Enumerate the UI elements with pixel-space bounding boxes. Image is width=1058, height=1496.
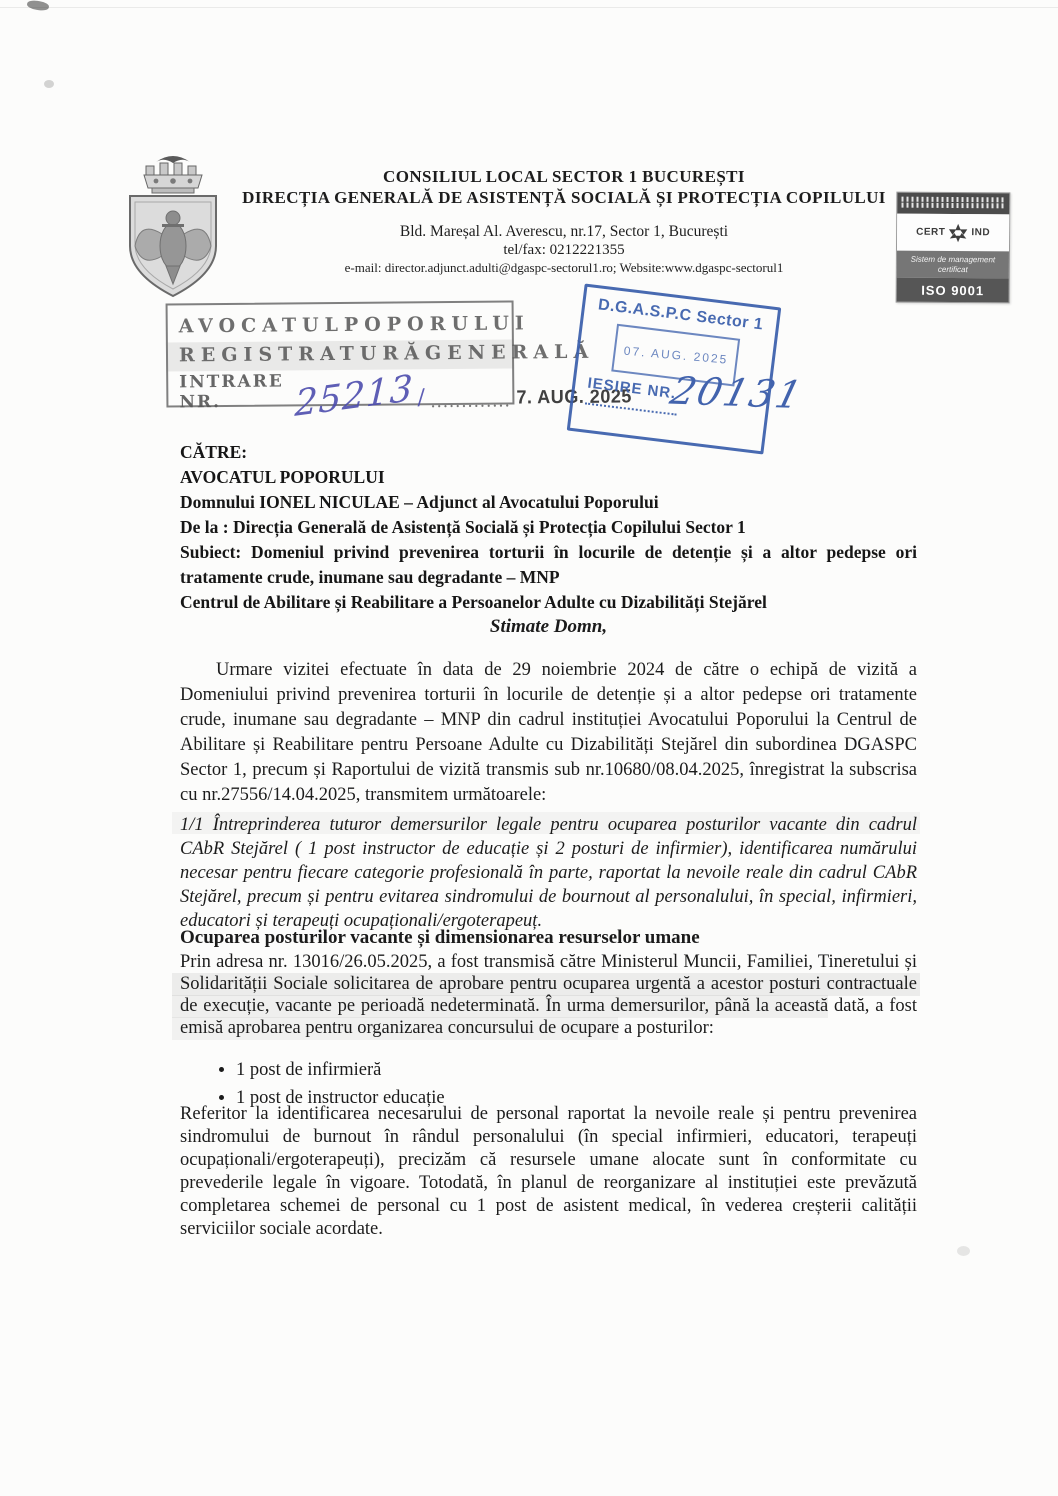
letterhead xyxy=(234,166,894,276)
org-name-line1: CONSILIUL LOCAL SECTOR 1 BUCUREȘTI xyxy=(383,167,745,186)
separator-slash: / xyxy=(417,385,427,411)
center-name-line: Centrul de Abilitare și Reabilitare a Persoanelor Adulte cu Dizabilități Stejărel xyxy=(180,592,767,612)
recipient-catre: CĂTRE: xyxy=(180,442,248,462)
org-address: Bld. Mareșal Al. Averescu, nr.17, Sector 1, București xyxy=(399,223,729,240)
badge-top-band xyxy=(897,193,1009,215)
dotted-leader: ............. xyxy=(430,395,512,411)
bucharest-coat-of-arms-logo xyxy=(122,150,224,300)
list-item: • 1 post de infirmieră xyxy=(236,1058,973,1082)
stamp-word: AVOCATUL xyxy=(178,313,345,338)
scan-edge-line xyxy=(0,7,1058,8)
dgaspc-stamp-exit-line xyxy=(573,368,808,430)
exit-number-label: IESIRE NR. xyxy=(586,374,678,403)
paragraph-recommendation-quote: 1/1 Întreprinderea tuturor demersurilor legale pentru ocuparea posturilor vacante din cadrul CAbR Stejărel ( 1 post instructor de educație și 2 posturi de infirmier), identificarea numărului necesar pentru fiecare categorie profesională în parte, raportat la nevoile reale din cadrul CAbR Stejărel, precum și pentru evitarea sindromului de bournout al personalului, în special, infirmieri, educatori și terapeuți ocupaționali/ergoterapeuț. xyxy=(180,815,917,931)
stamp-line1 xyxy=(178,310,530,342)
badge-iso-9001-label: ISO 9001 xyxy=(897,278,1009,303)
salutation: Stimate Domn, xyxy=(489,616,608,637)
entry-date-stamp: 7. AUG. 2025 xyxy=(516,386,632,409)
handwritten-entry-number: 25213 xyxy=(293,367,414,425)
dgaspc-exit-stamp xyxy=(567,283,808,454)
certind-logo-left: CERT xyxy=(916,226,946,238)
scan-smudge xyxy=(44,80,54,88)
certind-logo xyxy=(897,214,1009,252)
dgaspc-stamp-date: 07. AUG. 2025 xyxy=(622,343,729,367)
scan-smudge xyxy=(26,0,49,12)
badge-system-line1: Sistem de management xyxy=(910,254,996,264)
paragraph-intro: Urmare vizitei efectuate în data de 29 noiembrie 2024 de către o echipă de vizită a Domeniului privind prevenirea torturii în locurile de detenție și a altor pedepse ori tratamente crude, inumane sau degradante – MNP din cadrul instituției Avocatului Poporului la Centrul de Abilitare și Reabilitare pentru Persoane Adulte cu Dizabilități Stejărel din subordinea DGASPC Sector 1, precum și Raportului de vizită transmis sub nr.10680/08.04.2025, înregistrat la subscrisa cu nr.27556/14.04.2025, transmitem următoarele: xyxy=(180,660,917,805)
stamp-line2 xyxy=(178,339,595,371)
recipient-person: Domnului IONEL NICULAE – Adjunct al Avocatului Poporului xyxy=(180,492,659,512)
list-item: • 1 post de instructor educație xyxy=(236,1086,973,1110)
badge-system-text xyxy=(897,251,1009,279)
entry-number-label: INTRARE NR. xyxy=(179,371,284,413)
certind-logo-right: IND xyxy=(971,227,991,239)
org-email-website: e-mail: director.adjunct.adulti@dgaspc-sectorul1.ro; Website:www.dgaspc-sectorul1 xyxy=(344,260,784,275)
stamp-word: REGISTRATURĂ xyxy=(178,342,426,367)
stamp-word: POPORULUI xyxy=(343,312,530,336)
subject-line: Subiect: Domeniul privind prevenirea torturii în locurile de detenție și a altor pedepse ori tratamente crude, inumane sau degradante – MNP xyxy=(180,542,917,587)
recipient-institution: AVOCATUL POPORULUI xyxy=(180,467,385,487)
iso-9001-badge xyxy=(896,192,1011,304)
dgaspc-stamp-title: D.G.A.S.P.C Sector 1 xyxy=(597,296,765,334)
org-name-line2: DIRECȚIA GENERALĂ DE ASISTENȚĂ SOCIALĂ ȘI PROTECȚIA COPILULUI xyxy=(242,188,886,207)
sender-line: De la : Direcția Generală de Asistență Socială și Protecția Copilului Sector 1 xyxy=(180,517,746,537)
stamp-word: GENERALĂ xyxy=(424,340,595,365)
paragraph-request: Prin adresa nr. 13016/26.05.2025, a fost transmisă către Ministerul Muncii, Familiei, Tineretului și Solidarității Sociale solicitarea de aprobare pentru ocuparea urgentă a acestor posturi contractuale de execuție, vacante pe perioadă nedeterminată. În urma demersurilor, până la această dată, a fost emisă aprobarea pentru organizarea concursului de ocupare a posturilor: xyxy=(180,952,917,1038)
paragraph-staffing: Referitor la identificarea necesarului de personal raportat la nevoile reale și pentru prevenirea sindromului de burnout în rândul personalului (în special infirmieri, educatori, terapeuți ocupaționali/ergoterapeuți), precizăm că resursele umane alocate sunt în conformitate cu prevederile legale în vigoare. Totodată, în planul de reorganizare al instituției este prevăzută completarea schemei de personal cu 1 post de asistent medical, în vederea creșterii calității serviciilor sociale acordate. xyxy=(180,1104,917,1239)
scan-smudge xyxy=(957,1246,970,1256)
section-heading: Ocuparea posturilor vacante și dimensionarea resurselor umane xyxy=(180,927,700,948)
badge-system-line2: certificat xyxy=(937,264,968,274)
handwritten-exit-number: 20131 xyxy=(666,368,808,417)
org-telfax: tel/fax: 0212221355 xyxy=(503,242,625,258)
recipient-block xyxy=(180,440,917,615)
certind-star-icon xyxy=(947,221,969,243)
